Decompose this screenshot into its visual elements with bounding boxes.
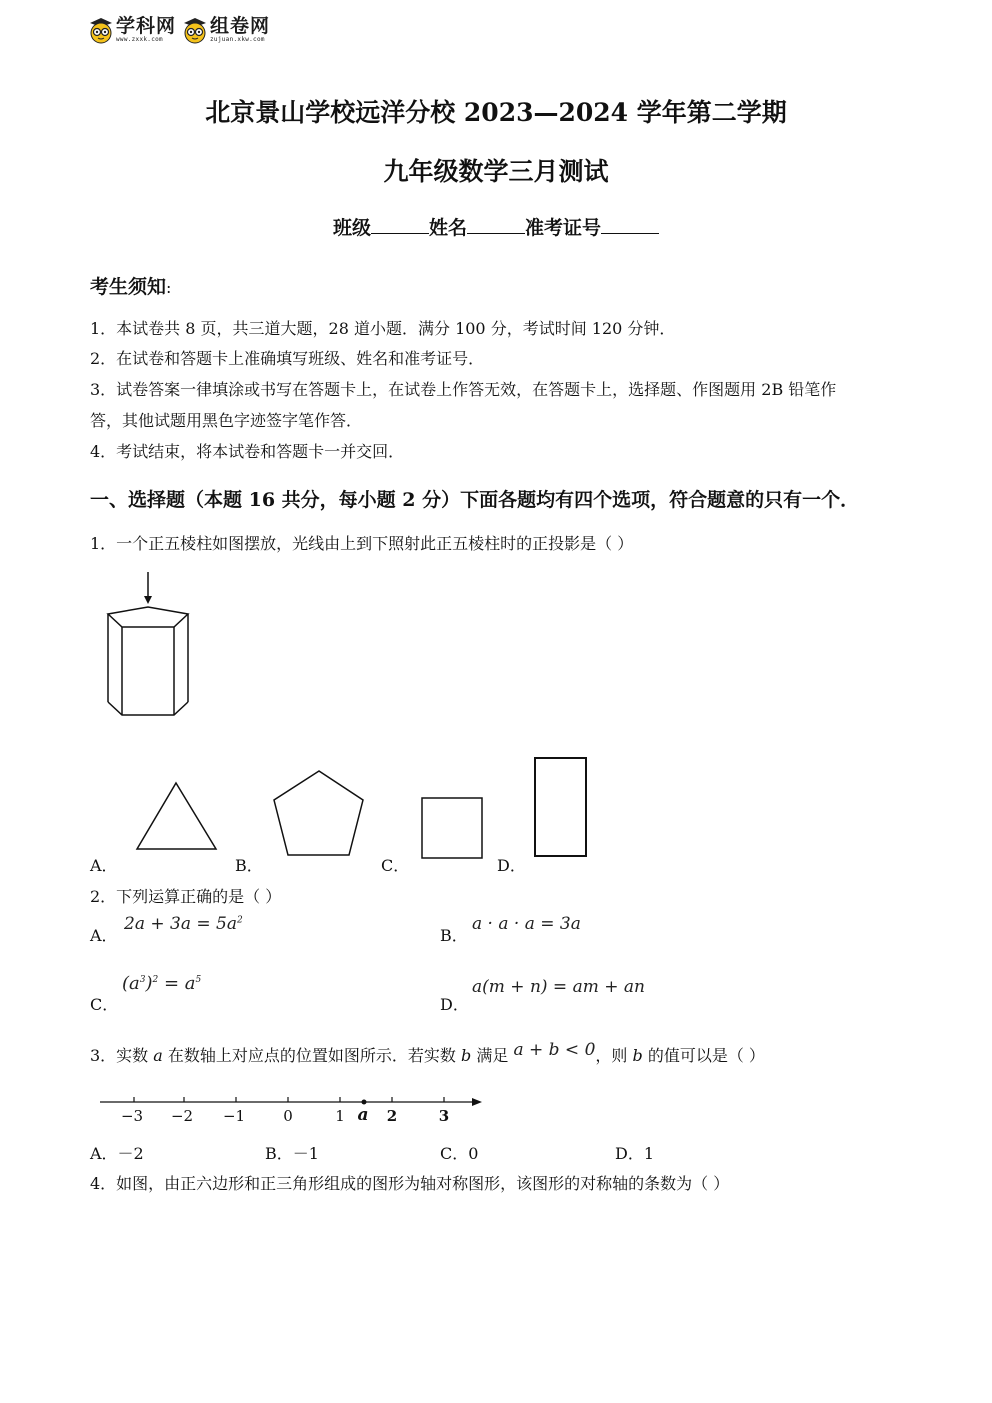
q1-option-b-label[interactable]: B． (235, 856, 263, 875)
notice-item: 2．在试卷和答题卡上准确填写班级、姓名和准考证号． (90, 349, 485, 368)
exam-title-line2: 九年级数学三月测试 (383, 157, 609, 186)
q3-option-a[interactable]: A．－2 (90, 1144, 144, 1163)
q3-var-a: a (153, 1046, 163, 1065)
logo-zxxk-name: 学科网 (116, 15, 177, 37)
tick-label-neg1: −1 (222, 1107, 246, 1125)
q1-option-a-label[interactable]: A． (90, 856, 118, 875)
header-logos (88, 16, 270, 43)
notice-item: 4．考试结束，将本试卷和答题卡一并交回． (90, 442, 405, 461)
class-label: 班级 (332, 217, 371, 239)
section-heading: 一、选择题（本题 16 共分，每小题 2 分）下面各题均有四个选项，符合题意的只有一个． (90, 489, 860, 511)
q3-end: 的值可以是（ ） (642, 1046, 765, 1065)
q3-condition: a + b < 0 (513, 1040, 596, 1060)
q2-option-d-formula: a(m + n) = am + an (472, 977, 645, 997)
class-blank[interactable] (371, 217, 429, 234)
q3-option-b[interactable]: B．－1 (265, 1144, 319, 1163)
id-blank[interactable] (601, 217, 659, 234)
q2-option-d-label[interactable]: D． (440, 995, 469, 1014)
q3-option-c[interactable]: C．0 (440, 1144, 479, 1163)
formula-a-lhs: 2a + 3a (124, 914, 191, 934)
triangle-shape (135, 780, 219, 852)
q2-option-b-formula: a · a · a = 3a (472, 914, 581, 934)
question-1-text: 1．一个正五棱柱如图摆放，光线由上到下照射此正五棱柱时的正投影是（ ） (90, 534, 634, 553)
tick-label-3: 3 (438, 1107, 450, 1125)
question-4-text: 4．如图，由正六边形和正三角形组成的图形为轴对称图形，该图形的对称轴的条数为（ ） (90, 1174, 730, 1193)
logo-zujuan-name: 组卷网 (210, 15, 271, 37)
q2-option-c-formula (122, 973, 201, 994)
notice-item: 1．本试卷共 8 页，共三道大题，28 道小题．满分 100 分，考试时间 120 分钟． (90, 319, 676, 338)
question-2-text: 2．下列运算正确的是（ ） (90, 887, 282, 906)
notice-colon: : (166, 278, 172, 297)
point-a-label: a (357, 1105, 369, 1125)
q3-mid2: 满足 (471, 1046, 514, 1065)
notice-item: 答，其他试题用黑色字迹签字笔作答． (90, 411, 363, 430)
notice-item: 3．试卷答案一律填涂或书写在答题卡上，在试卷上作答无效，在答题卡上，选择题、作图题用 2B 铅笔作 (90, 380, 837, 399)
q3-var-b: b (461, 1046, 472, 1065)
formula-c-close: ) (145, 973, 153, 994)
q3-var-b2: b (632, 1046, 643, 1065)
logo-zxxk-url: www.zxxk.com (116, 36, 163, 43)
formula-c-rhs-exp: 5 (195, 975, 202, 985)
owl-mascot-icon (88, 17, 114, 43)
formula-a-exponent: 2 (236, 915, 243, 926)
q1-option-d-label[interactable]: D． (497, 856, 526, 875)
logo-zujuan[interactable] (182, 16, 270, 43)
q1-option-c-label[interactable]: C． (381, 856, 410, 875)
student-info-fields (0, 213, 992, 240)
formula-a-rhs: = 5a (196, 914, 237, 934)
owl-mascot-icon (182, 17, 208, 43)
q2-option-b-label[interactable]: B． (440, 926, 468, 945)
logo-zxxk[interactable] (88, 16, 176, 43)
number-line-figure (96, 1090, 486, 1126)
pentagonal-prism-figure (100, 570, 200, 722)
formula-c-inner-exp: 3 (139, 975, 146, 985)
q2-option-a-label[interactable]: A． (90, 926, 118, 945)
formula-c-base: (a (122, 973, 140, 994)
notice-heading-text: 考生须知 (90, 276, 167, 298)
formula-c-rhs: = a (164, 973, 196, 994)
id-label: 准考证号 (525, 217, 602, 239)
q3-mid: 在数轴上对应点的位置如图所示．若实数 (162, 1046, 462, 1065)
notice-heading (90, 272, 171, 299)
q3-option-d[interactable]: D．1 (615, 1144, 655, 1163)
formula-c-outer-exp: 2 (152, 975, 159, 985)
tick-label-0: 0 (283, 1107, 293, 1125)
tick-label-neg2: −2 (170, 1107, 194, 1125)
q2-option-c-label[interactable]: C． (90, 995, 119, 1014)
q2-option-a-formula (124, 914, 243, 934)
rectangle-shape (533, 755, 591, 859)
tick-label-1: 1 (335, 1107, 345, 1125)
logo-zujuan-url: zujuan.xkw.com (210, 36, 265, 43)
exam-title-line1: 北京景山学校远洋分校 2023—2024 学年第二学期 (205, 98, 787, 127)
question-3-text (90, 1040, 765, 1066)
pentagon-shape (272, 768, 368, 860)
q3-pre: 3．实数 (90, 1046, 154, 1065)
name-blank[interactable] (467, 217, 525, 234)
tick-label-neg3: −3 (120, 1107, 144, 1125)
q3-post: ，则 (595, 1046, 633, 1065)
point-a-marker (362, 1100, 367, 1105)
square-shape (420, 795, 486, 861)
tick-label-2: 2 (386, 1107, 398, 1125)
name-label: 姓名 (428, 217, 467, 239)
